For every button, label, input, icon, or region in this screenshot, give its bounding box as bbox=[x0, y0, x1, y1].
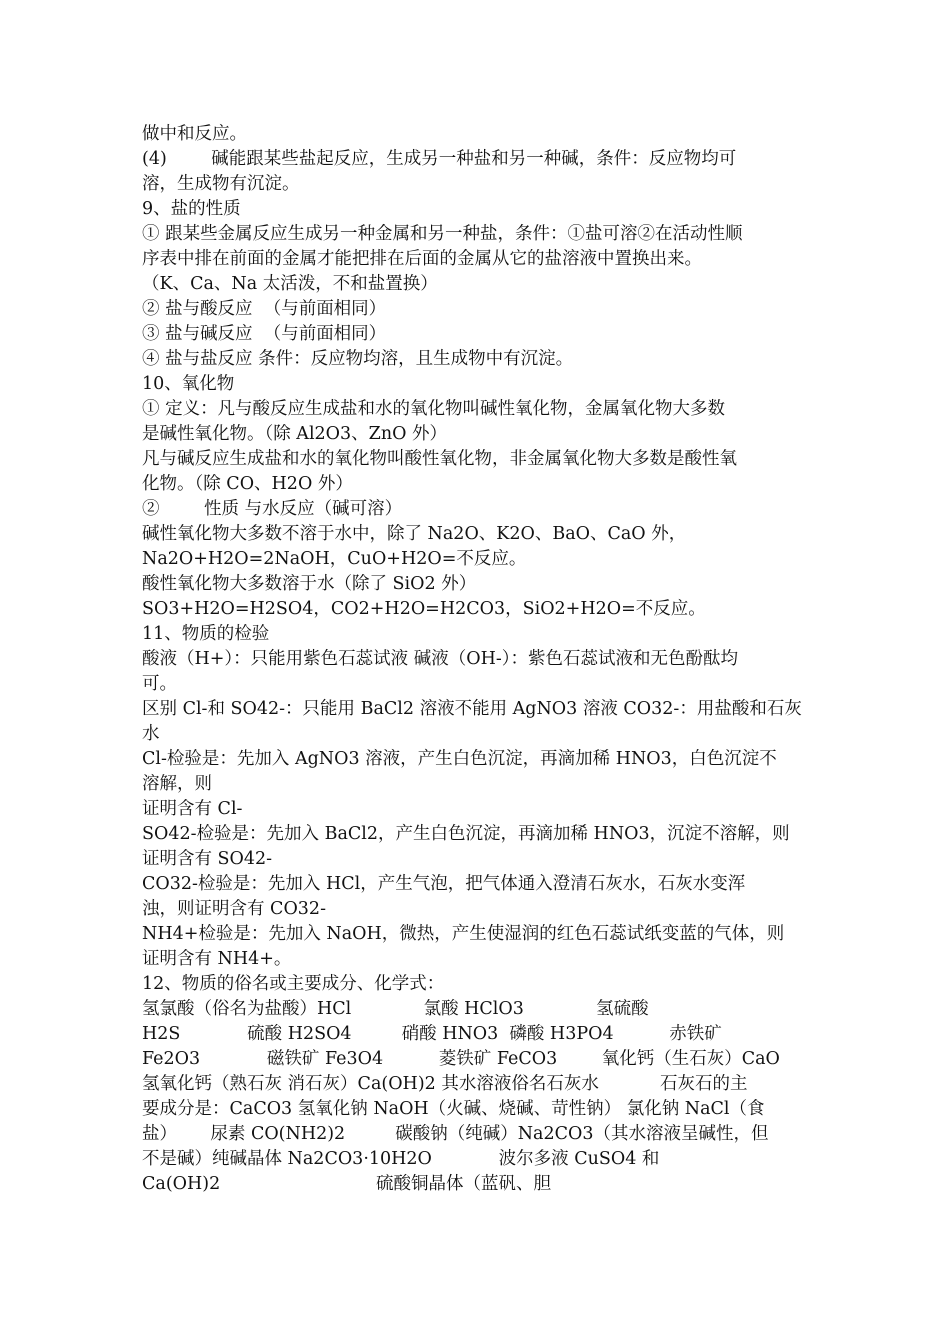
text-line: 做中和反应。 bbox=[142, 124, 247, 144]
text-line: ② 性质 与水反应（碱可溶） bbox=[142, 499, 403, 519]
text-line: 氢氯酸（俗名为盐酸）HCl 氯酸 HClO3 氢硫酸 bbox=[142, 999, 649, 1019]
text-line: ① 定义：凡与酸反应生成盐和水的氧化物叫碱性氧化物，金属氧化物大多数 bbox=[142, 399, 726, 419]
text-line: 11、物质的检验 bbox=[142, 624, 270, 644]
text-line: 9、盐的性质 bbox=[142, 199, 241, 219]
text-line: NH4+检验是：先加入 NaOH，微热，产生使湿润的红色石蕊试纸变蓝的气体，则 bbox=[142, 924, 785, 944]
text-line: 浊，则证明含有 CO32- bbox=[142, 899, 326, 919]
text-line: Na2O+H2O=2NaOH，CuO+H2O=不反应。 bbox=[142, 549, 527, 569]
text-line: 是碱性氧化物。（除 Al2O3、ZnO 外） bbox=[142, 424, 448, 444]
text-line: 证明含有 SO42- bbox=[142, 849, 273, 869]
text-line: 可。 bbox=[142, 674, 177, 694]
text-line: 区别 Cl-和 SO42-：只能用 BaCl2 溶液不能用 AgNO3 溶液 CO32-：用盐酸和石灰 bbox=[142, 699, 802, 719]
text-line: 盐） 尿素 CO(NH2)2 碳酸钠（纯碱）Na2CO3（其水溶液呈碱性，但 bbox=[142, 1124, 769, 1144]
text-line: 氢氧化钙（熟石灰 消石灰）Ca(OH)2 其水溶液俗名石灰水 石灰石的主 bbox=[142, 1074, 748, 1094]
text-line: 溶，生成物有沉淀。 bbox=[142, 174, 300, 194]
text-line: 证明含有 NH4+。 bbox=[142, 949, 292, 969]
text-line: SO3+H2O=H2SO4，CO2+H2O=H2CO3，SiO2+H2O=不反应。 bbox=[142, 599, 706, 619]
text-line: 酸液（H+）：只能用紫色石蕊试液 碱液（OH-）：紫色石蕊试液和无色酚酞均 bbox=[142, 649, 739, 669]
text-line: Ca(OH)2 硫酸铜晶体（蓝矾、胆 bbox=[142, 1174, 551, 1194]
text-line: 碱性氧化物大多数不溶于水中，除了 Na2O、K2O、BaO、CaO 外， bbox=[142, 524, 687, 544]
text-line: （K、Ca、Na 太活泼，不和盐置换） bbox=[142, 274, 438, 294]
text-line: 10、氧化物 bbox=[142, 374, 235, 394]
text-line: 凡与碱反应生成盐和水的氧化物叫酸性氧化物，非金属氧化物大多数是酸性氧 bbox=[142, 449, 737, 469]
text-line: ① 跟某些金属反应生成另一种金属和另一种盐，条件：①盐可溶②在活动性顺 bbox=[142, 224, 743, 244]
text-line: ③ 盐与碱反应 （与前面相同） bbox=[142, 324, 387, 344]
text-line: 不是碱）纯碱晶体 Na2CO3·10H2O 波尔多液 CuSO4 和 bbox=[142, 1149, 660, 1169]
text-line: Fe2O3 磁铁矿 Fe3O4 菱铁矿 FeCO3 氧化钙（生石灰）CaO bbox=[142, 1049, 780, 1069]
document-body bbox=[142, 122, 812, 1197]
text-line: 水 bbox=[142, 724, 160, 744]
text-line: ② 盐与酸反应 （与前面相同） bbox=[142, 299, 387, 319]
text-line: CO32-检验是：先加入 HCl，产生气泡，把气体通入澄清石灰水，石灰水变浑 bbox=[142, 874, 746, 894]
text-line: H2S 硫酸 H2SO4 硝酸 HNO3 磷酸 H3PO4 赤铁矿 bbox=[142, 1024, 722, 1044]
text-line: ④ 盐与盐反应 条件：反应物均溶，且生成物中有沉淀。 bbox=[142, 349, 574, 369]
text-line: (4) 碱能跟某些盐起反应，生成另一种盐和另一种碱，条件：反应物均可 bbox=[142, 149, 737, 169]
text-line: 要成分是：CaCO3 氢氧化钠 NaOH（火碱、烧碱、苛性钠） 氯化钠 NaCl（食 bbox=[142, 1099, 765, 1119]
text-line: Cl-检验是：先加入 AgNO3 溶液，产生白色沉淀，再滴加稀 HNO3，白色沉淀不 bbox=[142, 749, 777, 769]
text-line: 溶解，则 bbox=[142, 774, 212, 794]
text-line: 12、物质的俗名或主要成分、化学式： bbox=[142, 974, 445, 994]
text-line: SO42-检验是：先加入 BaCl2，产生白色沉淀，再滴加稀 HNO3，沉淀不溶解，则 bbox=[142, 824, 790, 844]
text-line: 化物。（除 CO、H2O 外） bbox=[142, 474, 353, 494]
text-line: 序表中排在前面的金属才能把排在后面的金属从它的盐溶液中置换出来。 bbox=[142, 249, 702, 269]
text-line: 酸性氧化物大多数溶于水（除了 SiO2 外） bbox=[142, 574, 477, 594]
text-line: 证明含有 Cl- bbox=[142, 799, 243, 819]
